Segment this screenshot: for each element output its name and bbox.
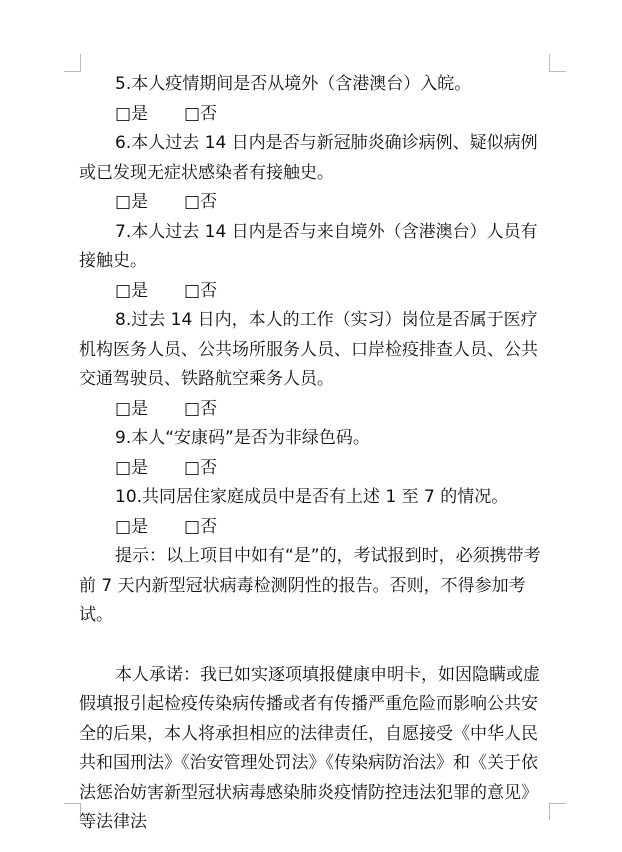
option-no-label: 否 bbox=[200, 516, 218, 537]
options-question-5 bbox=[79, 100, 551, 130]
checkbox[interactable]: □ bbox=[115, 516, 132, 537]
document-body bbox=[79, 70, 551, 838]
options-question-6 bbox=[79, 188, 551, 218]
checkbox[interactable]: □ bbox=[115, 398, 132, 419]
option-no[interactable] bbox=[184, 395, 217, 425]
question-10: 10.共同居住家庭成员中是否有上述 1 至 7 的情况。 bbox=[115, 487, 509, 507]
options-question-7 bbox=[79, 277, 551, 307]
checkbox[interactable]: □ bbox=[184, 192, 201, 212]
checkbox[interactable]: □ bbox=[184, 516, 201, 537]
options-question-10 bbox=[79, 513, 551, 543]
option-yes[interactable] bbox=[115, 454, 184, 484]
option-no-label: 否 bbox=[200, 398, 218, 419]
checkbox[interactable]: □ bbox=[184, 280, 201, 301]
option-no[interactable] bbox=[184, 454, 217, 484]
tip-paragraph: 提示：以上项目中如有“是”的，考试报到时，必须携带考前 7 天内新型冠状病毒检测阴性的报告。否则，不得参加考试。 bbox=[79, 546, 541, 625]
checkbox[interactable]: □ bbox=[184, 398, 201, 419]
checkbox[interactable]: □ bbox=[115, 192, 132, 212]
option-yes[interactable] bbox=[115, 395, 184, 425]
option-no[interactable] bbox=[184, 188, 217, 218]
question-6: 6.本人过去 14 日内是否与新冠肺炎确诊病例、疑似病例或已发现无症状感染者有接触史。 bbox=[79, 133, 538, 183]
option-no[interactable] bbox=[184, 100, 217, 130]
option-no-label: 否 bbox=[200, 192, 218, 212]
option-no-label: 否 bbox=[200, 280, 218, 301]
question-9: 9.本人“安康码”是否为非绿色码。 bbox=[115, 428, 370, 448]
checkbox[interactable]: □ bbox=[115, 280, 132, 301]
question-7: 7.本人过去 14 日内是否与来自境外（含港澳台）人员有接触史。 bbox=[79, 221, 538, 271]
option-yes-label: 是 bbox=[131, 457, 149, 478]
corner-mark-bottom-right-h bbox=[549, 803, 566, 804]
option-yes-label: 是 bbox=[131, 280, 149, 301]
option-yes-label: 是 bbox=[131, 192, 149, 212]
checkbox[interactable]: □ bbox=[115, 457, 132, 478]
option-yes[interactable] bbox=[115, 513, 184, 543]
corner-mark-top-right-v bbox=[549, 54, 550, 71]
option-yes-label: 是 bbox=[131, 516, 149, 537]
question-5: 5.本人疫情期间是否从境外（含港澳台）入皖。 bbox=[115, 74, 472, 94]
pledge-paragraph: 本人承诺：我已如实逐项填报健康申明卡，如因隐瞒或虚假填报引起检疫传染病传播或者有传播严重危险而影响公共安全的后果，本人将承担相应的法律责任，自愿接受《中华人民共和国刑法》《治安管理处罚法》《传染病防治法》和《关于依法惩治妨害新型冠状病毒感染肺炎疫情防控违法犯罪的意见》等法律法 bbox=[79, 664, 540, 832]
question-8: 8.过去 14 日内，本人的工作（实习）岗位是否属于医疗机构医务人员、公共场所服务人员、口岸检疫排查人员、公共交通驾驶员、铁路航空乘务人员。 bbox=[79, 310, 538, 389]
corner-mark-top-left-v bbox=[80, 54, 81, 71]
blank-line bbox=[79, 631, 551, 661]
corner-mark-top-right-h bbox=[549, 71, 566, 72]
options-question-9 bbox=[79, 454, 551, 484]
option-yes[interactable] bbox=[115, 277, 184, 307]
option-yes-label: 是 bbox=[131, 398, 149, 419]
option-no-label: 否 bbox=[200, 457, 218, 478]
option-no-label: 否 bbox=[200, 103, 218, 124]
option-yes[interactable] bbox=[115, 188, 184, 218]
checkbox[interactable]: □ bbox=[184, 103, 201, 124]
options-question-8 bbox=[79, 395, 551, 425]
checkbox[interactable]: □ bbox=[115, 103, 132, 124]
checkbox[interactable]: □ bbox=[184, 457, 201, 478]
option-yes[interactable] bbox=[115, 100, 184, 130]
option-no[interactable] bbox=[184, 277, 217, 307]
option-yes-label: 是 bbox=[131, 103, 149, 124]
option-no[interactable] bbox=[184, 513, 217, 543]
